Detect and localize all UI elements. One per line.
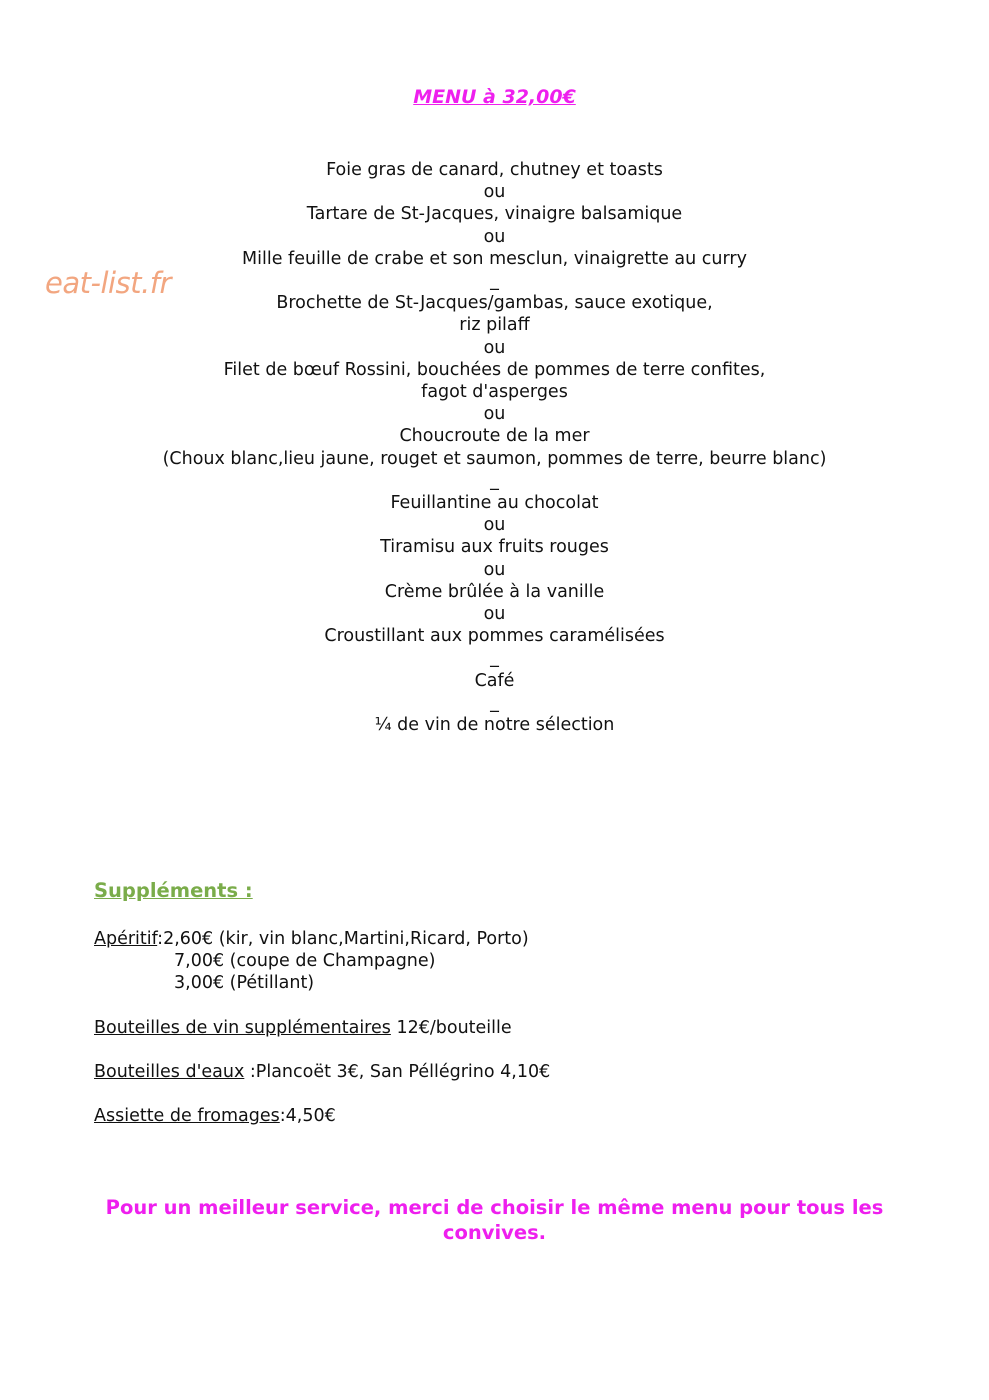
footer-note: Pour un meilleur service, merci de choisir le même menu pour tous les convives. [105,1196,884,1244]
wine-price: 12€/bouteille [390,1018,512,1038]
menu-line: ou [483,515,506,536]
menu-line: Tartare de St-Jacques, vinaigre balsamique [306,204,683,225]
menu-separator: _ [490,271,499,292]
aperitif-label: Apéritif [94,929,158,949]
cheese-price: :4,50€ [279,1106,336,1126]
menu-line: Feuillantine au chocolat [390,493,599,514]
menu-line: ou [483,337,506,358]
cheese-label: Assiette de fromages [94,1106,280,1126]
menu-line: ou [483,604,506,625]
menu-line: ou [483,182,506,203]
aperitif-price: 7,00€ (coupe de Champagne) [174,951,436,972]
menu-line: ou [483,559,506,580]
menu-line: Crème brûlée à la vanille [384,581,605,602]
menu-courses [0,159,989,736]
menu-separator: _ [490,692,499,713]
menu-line: fagot d'asperges [421,382,568,403]
menu-line: riz pilaff [459,315,530,336]
menu-line: Choucroute de la mer [399,426,590,447]
menu-line: ou [483,226,506,247]
aperitif-price: :2,60€ (kir, vin blanc,Martini,Ricard, Porto) [157,929,529,949]
menu-line: Brochette de St-Jacques/gambas, sauce exotique, [276,293,713,314]
water-label: Bouteilles d'eaux [94,1062,245,1082]
menu-line: ou [483,404,506,425]
menu-line: ¼ de vin de notre sélection [374,715,615,736]
menu-line: (Choux blanc,lieu jaune, rouget et saumon, pommes de terre, beurre blanc) [162,448,827,469]
aperitif-price: 3,00€ (Pétillant) [174,973,315,994]
menu-line: Foie gras de canard, chutney et toasts [326,160,663,180]
supplement-cheese [94,1105,336,1127]
watermark-logo: eat-list.fr [45,266,171,300]
supplements-title: Suppléments : [94,879,253,902]
water-price: :Plancoët 3€, San Péllégrino 4,10€ [244,1062,551,1082]
menu-line: Tiramisu aux fruits rouges [380,537,609,558]
supplement-wine [94,1017,512,1039]
menu-line: Café [474,670,515,691]
menu-line: Mille feuille de crabe et son mesclun, vinaigrette au curry [242,248,747,269]
wine-label: Bouteilles de vin supplémentaires [94,1018,391,1038]
menu-line: Croustillant aux pommes caramélisées [324,626,665,647]
menu-separator: _ [490,648,499,669]
supplement-aperitif [94,928,529,995]
menu-separator: _ [490,470,499,491]
supplement-water [94,1061,550,1083]
menu-line: Filet de bœuf Rossini, bouchées de pommes de terre confites, [223,359,766,380]
menu-title: MENU à 32,00€ [413,86,576,108]
